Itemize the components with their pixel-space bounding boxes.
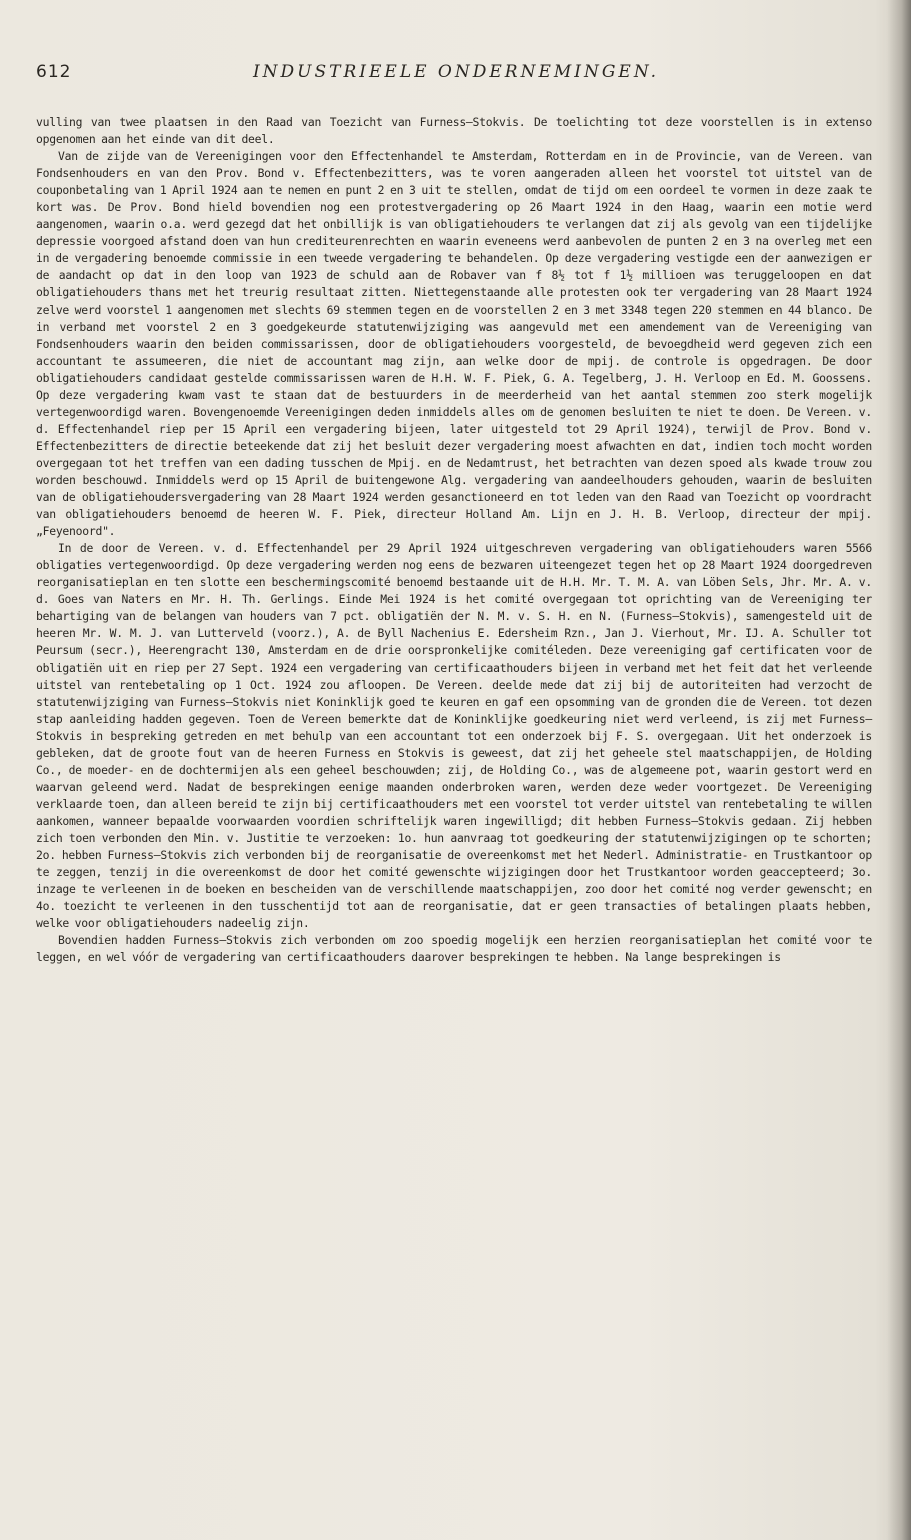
paragraph: Van de zijde van de Vereenigingen voor den Effectenhandel te Amsterdam, Rotterdam en in de Provincie, van de Vereen. van Fondsenhouders en van den Prov. Bond v. Effectenbezitters, was te voren aangeraden alleen het voorstel tot uitstel van de couponbetaling van 1 April 1924 aan te nemen en punt 2 en 3 uit te stellen, omdat de tijd om een oordeel te vormen in deze zaak te kort was. De Prov. Bond hield bovendien nog een protestvergadering op 26 Maart 1924 in den Haag, waarin een motie werd aangenomen, waarin o.a. werd gezegd dat het onbillijk is van obligatiehouders te verlangen dat zij als gevolg van een tijdelijke depressie voorgoed afstand doen van hun crediteurenrechten en waarin eveneens werd aanbevolen de punten 2 en 3 na overleg met een in de vergadering benoemde commissie in een tweede vergadering te behandelen. Op deze vergadering vestigde een der aanwezigen er de aandacht op dat in den loop van 1923 de schuld aan de Robaver van f 8½ tot f 1½ millioen was teruggeloopen en dat obligatiehouders thans met het treurig resultaat zitten. Niettegenstaande alle protesten ook ter vergadering van 28 Maart 1924 zelve werd voorstel 1 aangenomen met slechts 69 stemmen tegen en de voorstellen 2 en 3 met 3348 tegen 220 stemmen en 44 blanco. De in verband met voorstel 2 en 3 goedgekeurde statutenwijziging was aangevuld met een amendement van de Vereeniging van Fondsenhouders waarin den beiden commissarissen, door de obligatiehouders voorgesteld, de bevoegdheid werd gegeven zich een accountant te assumeeren, die niet de accountant mag zijn, aan welke door de mpij. de controle is opgedragen. De door obligatiehouders candidaat gestelde commissarissen waren de H.H. W. F. Piek, G. A. Tegelberg, J. H. Verloop en Ed. M. Goossens. Op deze vergadering kwam vast te staan dat de bestuurders in de meerderheid van het aantal stemmen zoo sterk mogelijk vertegenwoordigd waren. Bovengenoemde Vereenigingen deden inmiddels alles om de genomen besluiten te niet te doen. De Vereen. v. d. Effectenhandel riep per 15 April een vergadering bijeen, later uitgesteld tot 29 April 1924), terwijl de Prov. Bond v. Effectenbezitters de directie beteekende dat zij het besluit dezer vergadering moest afwachten en dat, indien toch mocht worden overgegaan tot het treffen van een dading tusschen de Mpij. en de Nedamtrust, het betrachten van dezen spoed als kwade trouw zou worden beschouwd. Inmiddels werd op 15 April de buitengewone Alg. vergadering van aandeelhouders gehouden, waarin de besluiten van de obligatiehoudersvergadering van 28 Maart 1924 werden gesanctioneerd en tot leden van den Raad van Toezicht op voordracht van obligatiehouders benoemd de heeren W. F. Piek, directeur Holland Am. Lijn en J. H. B. Verloop, directeur der mpij. „Feyenoord".: [36, 149, 872, 539]
paragraph: In de door de Vereen. v. d. Effectenhandel per 29 April 1924 uitgeschreven vergadering van obligatiehouders waren 5566 obligaties vertegenwoordigd. Op deze vergadering werden nog eens de bezwaren uiteengezet tegen het op 28 Maart 1924 doorgedreven reorganisatieplan en ten slotte een beschermingscomité benoemd bestaande uit de H.H. Mr. T. M. A. van Löben Sels, Jhr. Mr. A. v. d. Goes van Naters en Mr. H. Th. Gerlings. Einde Mei 1924 is het comité overgegaan tot oprichting van de Vereeniging ter behartiging van de belangen van houders van 7 pct. obligatiën der N. M. v. S. H. en N. (Furness—Stokvis), samengesteld uit de heeren Mr. W. M. J. van Lutterveld (voorz.), A. de Byll Nachenius E. Edersheim Rzn., Jan J. Vierhout, Mr. IJ. A. Schuller tot Peursum (secr.), Heerengracht 130, Amsterdam en de drie oorspronkelijke comitéleden. Deze vereeniging gaf certificaten voor de obligatiën uit en riep per 27 Sept. 1924 een vergadering van certificaathouders bijeen in verband met het feit dat het verleende uitstel van rentebetaling op 1 Oct. 1924 zou afloopen. De Vereen. deelde mede dat zij bij de autoriteiten had verzocht de statutenwijziging van Furness—Stokvis niet Koninklijk goed te keuren en gaf een opsomming van de gronden die de Vereen. tot dezen stap aanleiding hadden gegeven. Toen de Vereen bemerkte dat de Koninklijke goedkeuring niet werd verleend, is zij met Furness—Stokvis in bespreking getreden en met behulp van een accountant tot een onderzoek bij F. S. overgegaan. Uit het onderzoek is gebleken, dat de groote fout van de heeren Furness en Stokvis is geweest, dat zij het geheele stel maatschappijen, de Holding Co., de moeder- en de dochtermijen als een geheel beschouwden; zij, de Holding Co., was de algemeene pot, waarin gestort werd en waarvan geleend werd. Nadat de besprekingen eenige maanden onderbroken waren, werden deze weder voortgezet. De Vereeniging verklaarde toen, dan alleen bereid te zijn bij certificaathouders met een voorstel tot verder uitstel van rentebetaling te willen aankomen, wanneer bepaalde voorwaarden voordien schriftelijk waren ingewilligd; dit hebben Furness—Stokvis gedaan. Zij hebben zich toen verbonden den Min. v. Justitie te verzoeken: 1o. hun aanvraag tot goedkeuring der statutenwijzigingen op te schorten; 2o. hebben Furness—Stokvis zich verbonden bij de reorganisatie de overeenkomst met het Nederl. Administratie- en Trustkantoor op te zeggen, tenzij in die overeenkomst de door het comité gewenschte wijzigingen door het Trustkantoor worden geaccepteerd; 3o. inzage te verleenen in de boeken en bescheiden van de verschillende maatschappijen, zoo door het comité nog verder gewenscht; en 4o. toezicht te verleenen in den tusschentijd tot aan de reorganisatie, dat er geen transacties of betalingen plaats hebben, welke voor obligatiehouders nadeelig zijn.: [36, 541, 872, 931]
page-number: 612: [36, 62, 72, 82]
paragraph: vulling van twee plaatsen in den Raad van Toezicht van Furness—Stokvis. De toelichting tot deze voorstellen is in extenso opgenomen aan het einde van dit deel.: [36, 115, 872, 147]
paragraph: Bovendien hadden Furness—Stokvis zich verbonden om zoo spoedig mogelijk een herzien reorganisatieplan het comité voor te leggen, en wel vóór de vergadering van certificaathouders daarover besprekingen te hebben. Na lange besprekingen is: [36, 933, 872, 965]
page-header: [36, 62, 876, 88]
page-edge-shadow: [887, 0, 911, 1540]
running-head: INDUSTRIEELE ONDERNEMINGEN.: [252, 62, 660, 82]
body-text: [36, 114, 872, 966]
